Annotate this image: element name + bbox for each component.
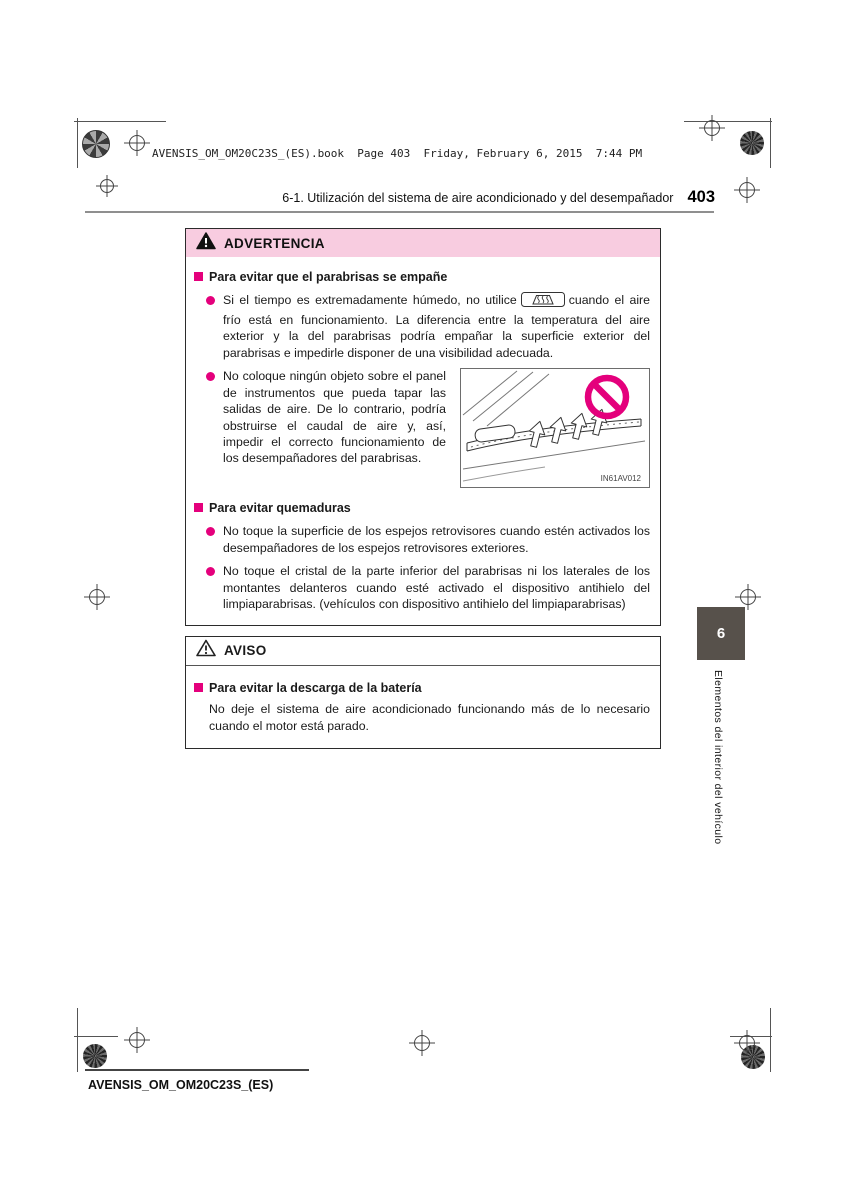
chapter-side-label: Elementos del interior del vehículo xyxy=(712,670,724,845)
crop-mark-line xyxy=(770,1008,771,1072)
windshield-defogger-button-icon xyxy=(521,292,565,311)
chapter-tab xyxy=(697,607,745,660)
warning-bullet-text xyxy=(223,292,650,361)
warning-section-heading-text: Para evitar que el parabrisas se empañe xyxy=(209,270,448,284)
bullet-text-after-icon: cuando el aire frío está en funcionamiento. La diferencia entre la temperatura del aire exterior y la del parabrisas podría empañar la superficie exterior del parabrisas e impedirle disponer de una visibilidad adecuada. xyxy=(223,293,650,360)
crosshair-mark-icon xyxy=(734,177,760,203)
print-job-header: AVENSIS_OM_OM20C23S_(ES).book Page 403 Friday, February 6, 2015 7:44 PM xyxy=(152,147,643,160)
page-header xyxy=(85,188,715,207)
warning-bullet-item xyxy=(206,368,650,488)
warning-box-body xyxy=(186,257,660,625)
prohibition-sign-icon xyxy=(588,378,626,416)
chapter-number: 6 xyxy=(716,625,726,642)
crop-mark-line xyxy=(74,121,166,122)
pink-dot-bullet-icon xyxy=(206,567,215,576)
crop-mark-line xyxy=(77,1008,78,1072)
figure-code: IN61AV012 xyxy=(600,474,641,484)
warning-box-header xyxy=(186,229,660,257)
crop-mark-line xyxy=(770,118,771,168)
notice-box-header xyxy=(186,637,660,666)
warning-section-heading-text: Para evitar quemaduras xyxy=(209,501,351,516)
crop-mark-line xyxy=(684,121,772,122)
pink-dot-bullet-icon xyxy=(206,372,215,381)
header-rule xyxy=(85,211,714,213)
registration-disc-icon xyxy=(83,1044,107,1068)
warning-bullet-text: No toque la superficie de los espejos retrovisores cuando estén activados los desempañadores de los espejos retrovisores exteriores. xyxy=(223,524,650,555)
notice-text: No deje el sistema de aire acondicionado funcionando más de lo necesario cuando el motor está parado. xyxy=(209,701,650,734)
notice-section-heading xyxy=(194,680,650,696)
footer-text: AVENSIS_OM_OM20C23S_(ES) xyxy=(88,1078,274,1092)
crosshair-mark-icon xyxy=(409,1030,435,1056)
warning-bullet-item xyxy=(206,523,650,556)
notice-section-heading-text: Para evitar la descarga de la batería xyxy=(209,680,422,695)
crosshair-mark-icon xyxy=(84,584,110,610)
crop-mark-line xyxy=(74,1036,118,1037)
crosshair-mark-icon xyxy=(124,1027,150,1053)
notice-box-title: AVISO xyxy=(224,643,267,659)
registration-disc-icon xyxy=(740,131,764,155)
content-column xyxy=(185,228,661,749)
warning-section-heading xyxy=(194,500,650,516)
section-title: 6-1. Utilización del sistema de aire acondicionado y del desempañador xyxy=(282,191,674,205)
notice-triangle-icon xyxy=(196,639,216,662)
warning-bullet-text: No toque el cristal de la parte inferior del parabrisas ni los laterales de los montantes delanteros cuando esté activado el dispositivo antihielo del limpiaparabrisas. (vehículos con dispositivo antihielo del limpiaparabrisas) xyxy=(223,564,650,612)
warning-bullet-text: No coloque ningún objeto sobre el panel de instrumentos que pueda tapar las salidas de aire. De lo contrario, podría obstruirse el caudal de aire y, así, impedir el correcto funcionamiento de los desempañadores del parabrisas. xyxy=(223,369,446,466)
notice-box xyxy=(185,636,661,750)
warning-section-heading xyxy=(194,269,650,285)
warning-bullet-item xyxy=(206,563,650,612)
warning-bullet-item xyxy=(206,292,650,361)
pink-square-bullet-icon xyxy=(194,272,203,281)
crop-mark-line xyxy=(77,118,78,168)
pink-square-bullet-icon xyxy=(194,683,203,692)
warning-box xyxy=(185,228,661,626)
footer-rule xyxy=(85,1069,309,1071)
pink-dot-bullet-icon xyxy=(206,296,215,305)
pink-square-bullet-icon xyxy=(194,503,203,512)
pink-dot-bullet-icon xyxy=(206,527,215,536)
registration-target-icon xyxy=(82,130,110,158)
page-number: 403 xyxy=(687,188,715,206)
warning-box-title: ADVERTENCIA xyxy=(224,235,325,251)
crosshair-mark-icon xyxy=(734,1030,760,1056)
crosshair-mark-icon xyxy=(699,115,725,141)
notice-box-body xyxy=(186,666,660,749)
windshield-figure-drawing xyxy=(461,369,647,485)
windshield-figure xyxy=(460,368,650,488)
bullet-text-before-icon: Si el tiempo es extremadamente húmedo, no utilice xyxy=(223,293,517,308)
warning-triangle-icon xyxy=(196,232,216,255)
crosshair-mark-icon xyxy=(124,130,150,156)
